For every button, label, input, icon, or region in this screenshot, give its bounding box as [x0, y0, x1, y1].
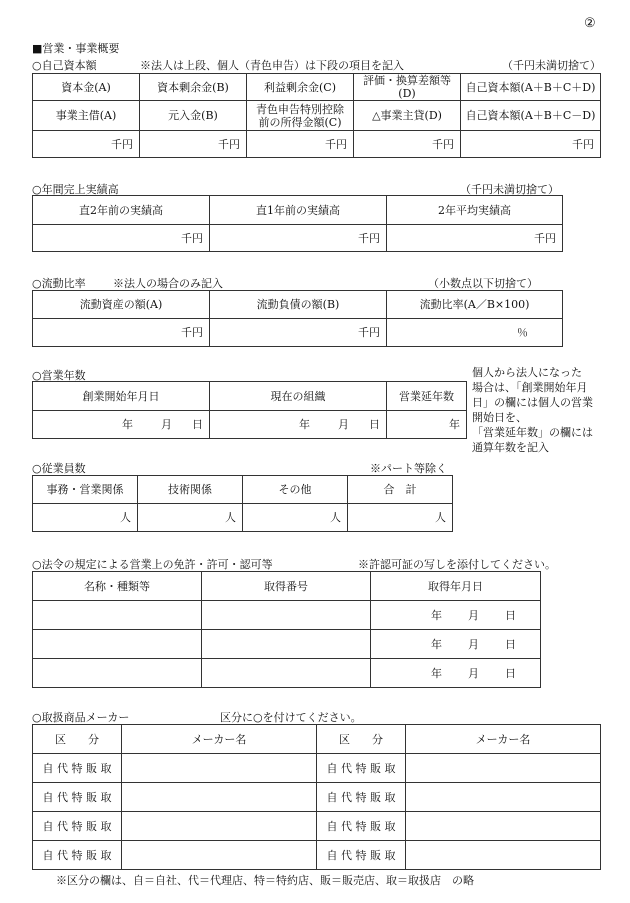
header-license-name: 名称・種類等: [33, 572, 202, 601]
header-other: その他: [243, 476, 348, 504]
maker-row: [33, 783, 601, 812]
employees-value-1[interactable]: 人: [33, 504, 138, 532]
makers-table: [32, 724, 601, 870]
capital-value-row: [33, 131, 601, 158]
license-number-field[interactable]: [202, 601, 371, 630]
maker-name-field[interactable]: [122, 841, 317, 870]
capital-title: ○自己資本額: [32, 59, 97, 72]
header-equity-total-individual: 自己資本額(A＋B＋C－D): [461, 101, 601, 131]
sales-value-1[interactable]: 千円: [33, 225, 210, 252]
license-row: [33, 659, 541, 688]
license-number-field[interactable]: [202, 659, 371, 688]
category-options[interactable]: 自 代 特 販 取: [317, 812, 406, 841]
header-owner-borrowing: 事業主借(A): [33, 101, 140, 131]
capital-row-individual: [33, 101, 601, 131]
category-options[interactable]: 自 代 特 販 取: [33, 754, 122, 783]
category-options[interactable]: 自 代 特 販 取: [317, 754, 406, 783]
license-date-field[interactable]: 年 月 日: [371, 601, 541, 630]
license-row: [33, 601, 541, 630]
employees-title: ○従業員数: [32, 462, 86, 475]
years-value-row: [33, 411, 467, 439]
header-total-years: 営業延年数: [387, 382, 467, 411]
licenses-header-row: [33, 572, 541, 601]
header-founding-date: 創業開始年月日: [33, 382, 210, 411]
total-years-field[interactable]: 年: [387, 411, 467, 439]
header-maker-left: メーカー名: [122, 725, 317, 754]
liquidity-unit-note: （小数点以下切捨て）: [428, 277, 538, 290]
header-technical: 技術関係: [138, 476, 243, 504]
maker-name-field[interactable]: [122, 812, 317, 841]
capital-value-4[interactable]: 千円: [354, 131, 461, 158]
header-blue-return-income: 青色申告特別控除前の所得金額(C): [247, 101, 354, 131]
licenses-table: [32, 571, 541, 688]
sales-header-row: [33, 196, 563, 225]
employees-table: [32, 475, 453, 532]
header-current-ratio: 流動比率(A／B×100): [387, 291, 563, 319]
liquidity-title: ○流動比率: [32, 277, 86, 290]
capital-row-corporate: [33, 74, 601, 101]
header-license-date: 取得年月日: [371, 572, 541, 601]
category-options[interactable]: 自 代 特 販 取: [317, 783, 406, 812]
sales-value-row: [33, 225, 563, 252]
maker-row: [33, 754, 601, 783]
category-options[interactable]: 自 代 特 販 取: [33, 812, 122, 841]
employees-header-row: [33, 476, 453, 504]
liquidity-value-3[interactable]: ％: [387, 319, 563, 347]
maker-name-field[interactable]: [406, 841, 601, 870]
header-category-right: 区 分: [317, 725, 406, 754]
capital-value-2[interactable]: 千円: [140, 131, 247, 158]
maker-name-field[interactable]: [122, 783, 317, 812]
header-license-number: 取得番号: [202, 572, 371, 601]
capital-value-1[interactable]: 千円: [33, 131, 140, 158]
liquidity-header-row: [33, 291, 563, 319]
maker-name-field[interactable]: [406, 754, 601, 783]
employees-note: ※パート等除く: [370, 462, 447, 475]
license-number-field[interactable]: [202, 630, 371, 659]
sales-table: [32, 195, 563, 252]
licenses-note: ※許認可証の写しを添付してください。: [358, 558, 556, 571]
liquidity-note: ※法人の場合のみ記入: [113, 277, 223, 290]
years-header-row: [33, 382, 467, 411]
years-side-note: 個人から法人になった 場合は、「創業開始年月 日」の欄には個人の営業 開始日を、 「営業延年数」の欄には 通算年数を記入: [472, 366, 593, 454]
header-office-sales: 事務・営業関係: [33, 476, 138, 504]
founding-date-field[interactable]: 年 月 日: [33, 411, 210, 439]
header-current-liabilities: 流動負債の額(B): [210, 291, 387, 319]
header-owner-lending: △事業主貸(D): [354, 101, 461, 131]
employees-value-4[interactable]: 人: [348, 504, 453, 532]
license-row: [33, 630, 541, 659]
license-date-field[interactable]: 年 月 日: [371, 659, 541, 688]
license-date-field[interactable]: 年 月 日: [371, 630, 541, 659]
header-current-organization: 現在の組織: [210, 382, 387, 411]
maker-row: [33, 812, 601, 841]
years-title: ○営業年数: [32, 369, 86, 382]
category-options[interactable]: 自 代 特 販 取: [317, 841, 406, 870]
header-retained-earnings: 利益剰余金(C): [247, 74, 354, 101]
sales-value-2[interactable]: 千円: [210, 225, 387, 252]
capital-unit-note: （千円未満切捨て）: [502, 59, 601, 72]
liquidity-value-2[interactable]: 千円: [210, 319, 387, 347]
current-organization-date-field[interactable]: 年 月 日: [210, 411, 387, 439]
maker-row: [33, 841, 601, 870]
sales-unit-note: （千円未満切捨て）: [460, 183, 559, 196]
capital-value-5[interactable]: 千円: [461, 131, 601, 158]
license-name-field[interactable]: [33, 630, 202, 659]
capital-table: [32, 73, 601, 158]
maker-name-field[interactable]: [122, 754, 317, 783]
makers-footnote: ※区分の欄は、自＝自社、代＝代理店、特＝特約店、販＝販売店、取＝取扱店 の略: [56, 874, 474, 887]
liquidity-table: [32, 290, 563, 347]
header-maker-right: メーカー名: [406, 725, 601, 754]
license-name-field[interactable]: [33, 659, 202, 688]
sales-title: ○年間完上実績高: [32, 183, 119, 196]
years-table: [32, 381, 467, 439]
capital-note: ※法人は上段、個人（青色申告）は下段の項目を記入: [140, 59, 404, 72]
maker-name-field[interactable]: [406, 812, 601, 841]
category-options[interactable]: 自 代 特 販 取: [33, 783, 122, 812]
header-equity-total-corporate: 自己資本額(A＋B＋C＋D): [461, 74, 601, 101]
employees-value-2[interactable]: 人: [138, 504, 243, 532]
section-heading: ■営業・事業概要: [32, 42, 120, 55]
page-number: ②: [584, 16, 596, 31]
header-capital-contribution: 元入金(B): [140, 101, 247, 131]
header-capital-surplus: 資本剰余金(B): [140, 74, 247, 101]
header-category-left: 区 分: [33, 725, 122, 754]
header-valuation-diff: 評価・換算差額等(D): [354, 74, 461, 101]
header-current-assets: 流動資産の額(A): [33, 291, 210, 319]
liquidity-value-1[interactable]: 千円: [33, 319, 210, 347]
employees-value-row: [33, 504, 453, 532]
header-sales-1y: 直1年前の実績高: [210, 196, 387, 225]
header-sales-2y: 直2年前の実績高: [33, 196, 210, 225]
license-name-field[interactable]: [33, 601, 202, 630]
capital-value-3[interactable]: 千円: [247, 131, 354, 158]
employees-value-3[interactable]: 人: [243, 504, 348, 532]
header-capital: 資本金(A): [33, 74, 140, 101]
maker-name-field[interactable]: [406, 783, 601, 812]
header-total: 合 計: [348, 476, 453, 504]
makers-title: ○取扱商品メーカー: [32, 711, 130, 724]
category-options[interactable]: 自 代 特 販 取: [33, 841, 122, 870]
header-sales-avg: 2年平均実績高: [387, 196, 563, 225]
makers-header-row: [33, 725, 601, 754]
licenses-title: ○法令の規定による営業上の免許・許可・認可等: [32, 558, 273, 571]
sales-value-3[interactable]: 千円: [387, 225, 563, 252]
liquidity-value-row: [33, 319, 563, 347]
makers-note: 区分に○を付けてください。: [220, 711, 362, 724]
